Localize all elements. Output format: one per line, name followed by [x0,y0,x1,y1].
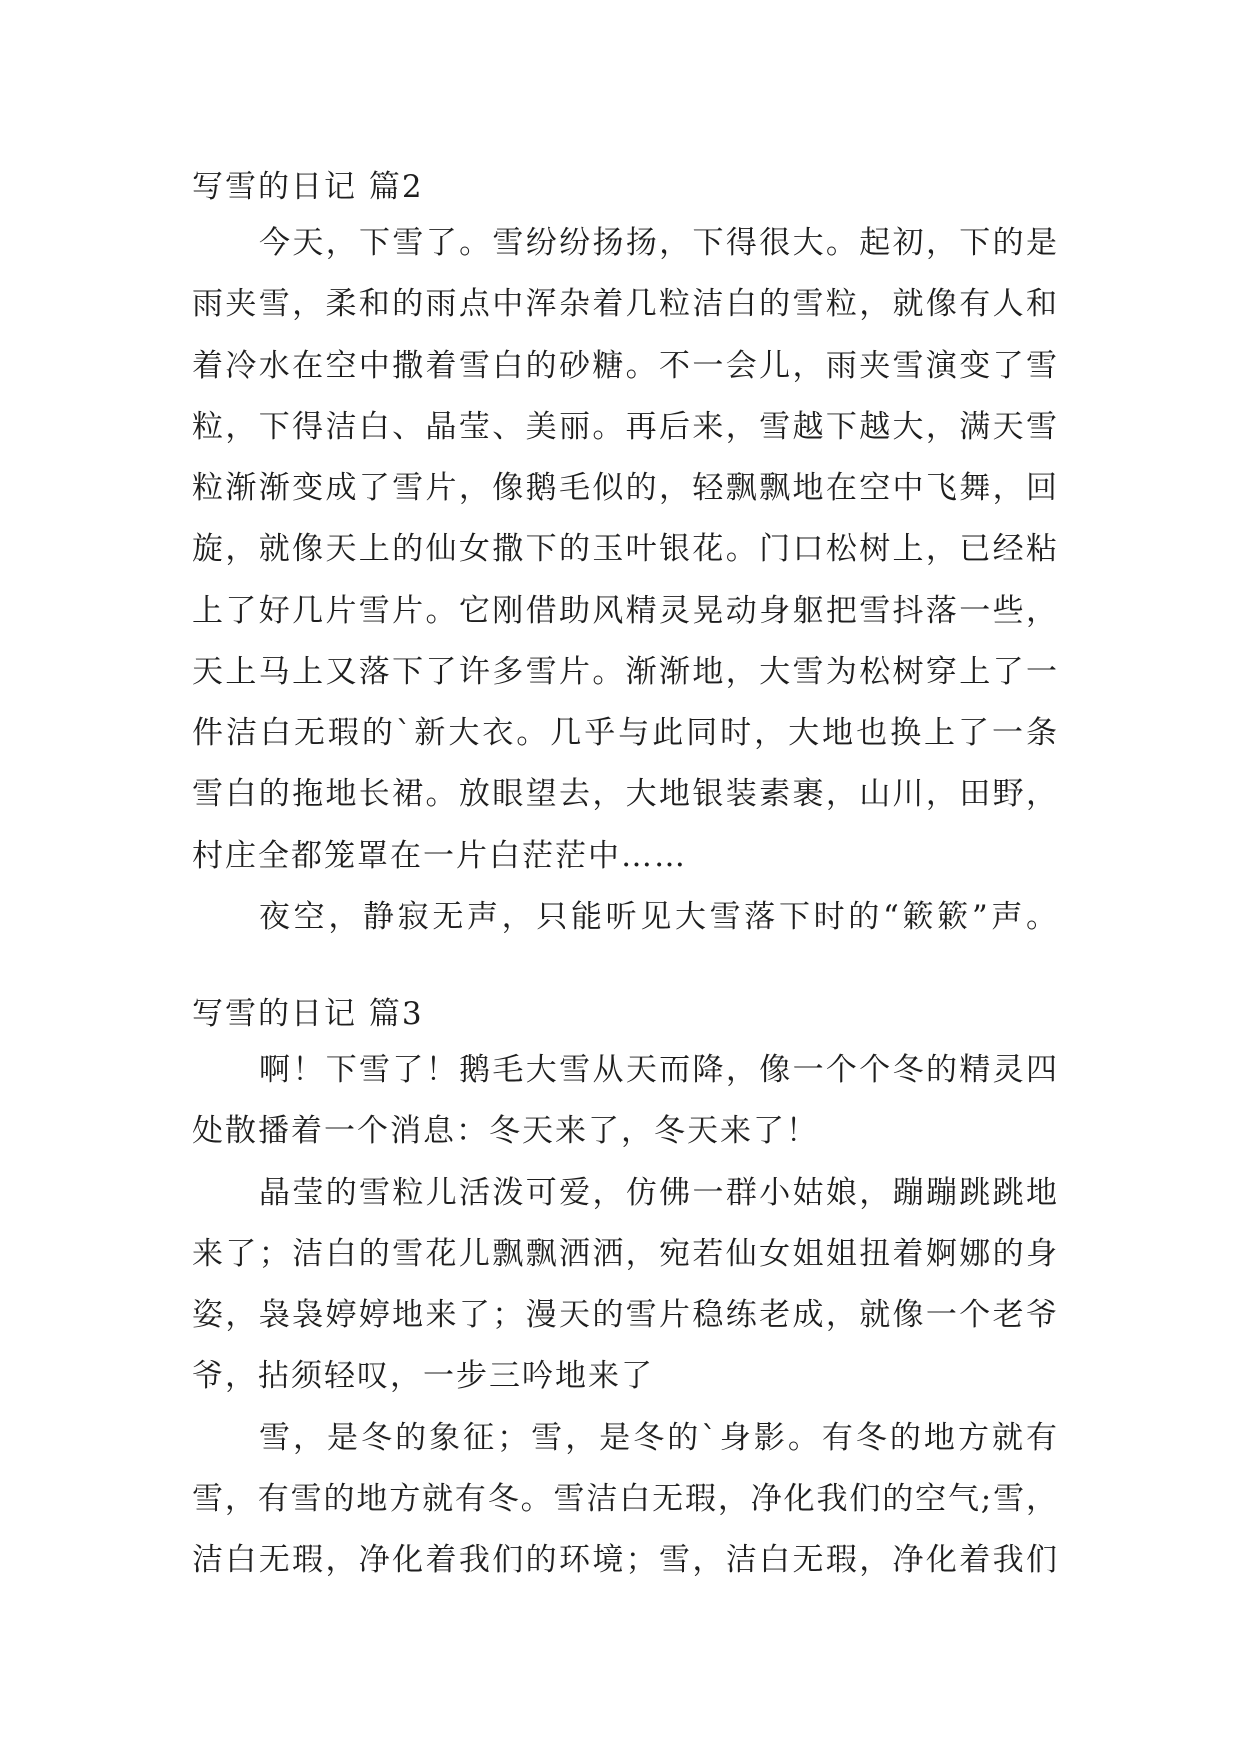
text-line: 旋，就像天上的仙女撒下的玉叶银花。门口松树上，已经粘 [192,531,1057,567]
text-line: 洁白无瑕，净化着我们的环境；雪，洁白无瑕，净化着我们 [192,1542,1057,1578]
text-line: 上了好几片雪片。它刚借助风精灵晃动身躯把雪抖落一些， [192,593,1057,629]
text-line: 村庄全都笼罩在一片白茫茫中…… [192,838,687,874]
text-line: 处散播着一个消息：冬天来了，冬天来了！ [192,1113,819,1149]
text-line: 粒，下得洁白、晶莹、美丽。再后来，雪越下越大，满天雪 [192,409,1057,445]
section-title: 写雪的日记 篇3 [192,996,424,1032]
text-line: 件洁白无瑕的`新大衣。几乎与此同时，大地也换上了一条 [192,715,1057,751]
text-line: 姿，袅袅婷婷地来了；漫天的雪片稳练老成，就像一个老爷 [192,1297,1057,1333]
text-line: 来了；洁白的雪花儿飘飘洒洒，宛若仙女姐姐扭着婀娜的身 [192,1236,1057,1272]
text-line: 啊！下雪了！鹅毛大雪从天而降，像一个个冬的精灵四 [259,1052,1057,1088]
section-title: 写雪的日记 篇2 [192,169,424,205]
text-line: 雪，是冬的象征；雪，是冬的`身影。有冬的地方就有 [259,1420,1057,1456]
text-line: 夜空，静寂无声，只能听见大雪落下时的“簌簌”声。 [259,899,1057,935]
text-line: 粒渐渐变成了雪片，像鹅毛似的，轻飘飘地在空中飞舞，回 [192,470,1057,506]
text-line: 雪，有雪的地方就有冬。雪洁白无瑕，净化我们的空气;雪， [192,1481,1057,1517]
text-line: 着冷水在空中撒着雪白的砂糖。不一会儿，雨夹雪演变了雪 [192,348,1057,384]
text-line: 爷，拈须轻叹，一步三吟地来了 [192,1358,654,1394]
text-line: 雪白的拖地长裙。放眼望去，大地银装素裹，山川，田野， [192,776,1057,812]
text-line: 天上马上又落下了许多雪片。渐渐地，大雪为松树穿上了一 [192,654,1057,690]
text-line: 晶莹的雪粒儿活泼可爱，仿佛一群小姑娘，蹦蹦跳跳地 [259,1175,1057,1211]
text-line: 雨夹雪，柔和的雨点中浑杂着几粒洁白的雪粒，就像有人和 [192,286,1057,322]
text-line: 今天，下雪了。雪纷纷扬扬，下得很大。起初，下的是 [259,225,1057,261]
